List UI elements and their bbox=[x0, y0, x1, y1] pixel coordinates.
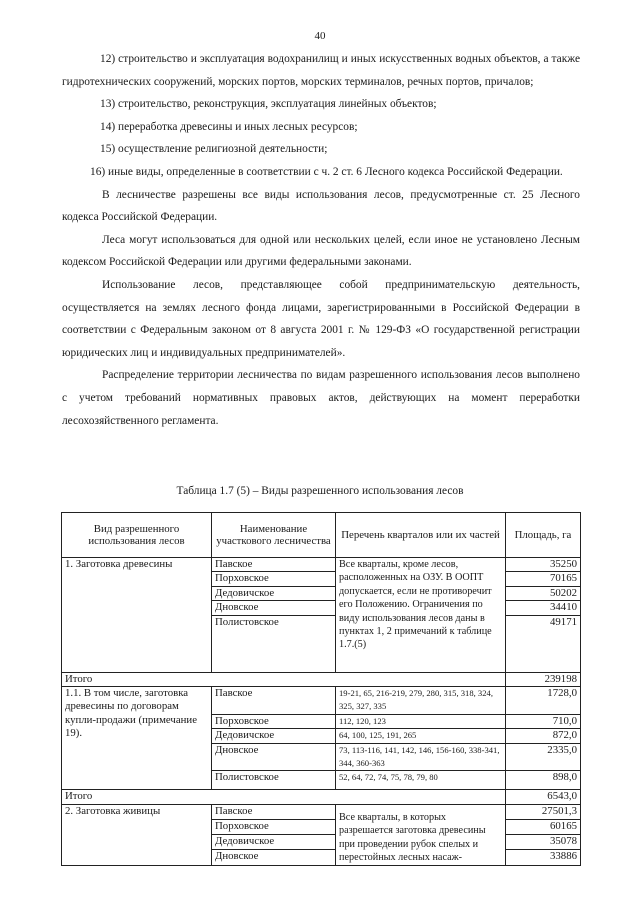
paragraph-item-15: 15) осуществление религиозной деятельности; bbox=[100, 143, 328, 156]
forestry-cell: Дедовичское bbox=[212, 835, 336, 850]
quarters-note-cell: Все кварталы, кроме лесов, расположенных на ОЗУ. В ООПТ допускается, если не противоречит его Положению. Ограничения по виду использования лесов даны в пунктах 1, 2 примечаний к таблице 1.7.(5) bbox=[336, 558, 506, 673]
paragraph-distribution: Распределение территории лесничества по видам разрешенного использования лесов выполнено с учетом требований нормативных правовых актов, действующих на момент переработки лесохозяйственного регламента. bbox=[62, 369, 580, 427]
forestry-cell: Полистовское bbox=[212, 615, 336, 672]
forestry-cell: Полистовское bbox=[212, 771, 336, 790]
forestry-cell: Дновское bbox=[212, 850, 336, 865]
use-type-cell: 1.1. В том числе, заготовка древесины по договорам купли-продажи (примечание 19). bbox=[62, 687, 212, 790]
quarters-cell: 64, 100, 125, 191, 265 bbox=[336, 729, 506, 743]
paragraph-item-13: 13) строительство, реконструкция, эксплуатация линейных объектов; bbox=[100, 98, 437, 111]
quarters-cell: 19-21, 65, 216-219, 279, 280, 315, 318, 324, 325, 327, 335 bbox=[336, 687, 506, 715]
use-type-cell: 1. Заготовка древесины bbox=[62, 558, 212, 673]
area-cell: 33886 bbox=[506, 850, 581, 865]
header-quarters: Перечень кварталов или их частей bbox=[336, 513, 506, 558]
area-cell: 27501,3 bbox=[506, 804, 581, 819]
total-value: 239198 bbox=[506, 672, 581, 686]
forestry-cell: Павское bbox=[212, 687, 336, 715]
page-number: 40 bbox=[314, 30, 326, 42]
area-cell: 50202 bbox=[506, 586, 581, 600]
total-label: Итого bbox=[62, 790, 506, 804]
paragraph-item-16: 16) иные виды, определенные в соответствии с ч. 2 ст. 6 Лесного кодекса Российской Федерации. bbox=[90, 165, 563, 178]
forestry-cell: Дновское bbox=[212, 601, 336, 615]
area-cell: 1728,0 bbox=[506, 687, 581, 715]
total-label: Итого bbox=[62, 672, 506, 686]
table-row bbox=[62, 687, 581, 715]
quarters-note-cell: Все кварталы, в которых разрешается заготовка древесины при проведении рубок спелых и перестойных лесных насаж- bbox=[336, 804, 506, 865]
area-cell: 710,0 bbox=[506, 714, 581, 728]
use-type-cell: 2. Заготовка живицы bbox=[62, 804, 212, 865]
quarters-cell: 73, 113-116, 141, 142, 146, 156-160, 338-341, 344, 360-363 bbox=[336, 743, 506, 771]
paragraph-item-14: 14) переработка древесины и иных лесных ресурсов; bbox=[100, 120, 358, 133]
forestry-cell: Дедовичское bbox=[212, 586, 336, 600]
forestry-cell: Порховское bbox=[212, 820, 336, 835]
area-cell: 35250 bbox=[506, 558, 581, 572]
table-row bbox=[62, 804, 581, 819]
forest-use-table bbox=[61, 512, 581, 866]
table-total-row bbox=[62, 790, 581, 804]
header-area: Площадь, га bbox=[506, 513, 581, 558]
forestry-cell: Дедовичское bbox=[212, 729, 336, 743]
header-forestry: Наименование участкового лесничества bbox=[212, 513, 336, 558]
forestry-cell: Павское bbox=[212, 558, 336, 572]
body-text bbox=[62, 48, 580, 432]
header-use-type: Вид разрешенного использования лесов bbox=[62, 513, 212, 558]
table-row bbox=[62, 558, 581, 572]
area-cell: 35078 bbox=[506, 835, 581, 850]
area-cell: 2335,0 bbox=[506, 743, 581, 771]
table-header-row bbox=[62, 513, 581, 558]
table-caption: Таблица 1.7 (5) – Виды разрешенного использования лесов bbox=[176, 485, 464, 497]
quarters-cell: 112, 120, 123 bbox=[336, 714, 506, 728]
area-cell: 872,0 bbox=[506, 729, 581, 743]
area-cell: 70165 bbox=[506, 572, 581, 586]
forestry-cell: Порховское bbox=[212, 714, 336, 728]
quarters-cell: 52, 64, 72, 74, 75, 78, 79, 80 bbox=[336, 771, 506, 790]
paragraph-item-12: 12) строительство и эксплуатация водохранилищ и иных искусственных водных объектов, а также гидротехнических сооружений, морских портов, морских терминалов, речных портов, причалов; bbox=[62, 53, 580, 88]
forestry-cell: Дновское bbox=[212, 743, 336, 771]
forestry-cell: Порховское bbox=[212, 572, 336, 586]
paragraph-business-use: Использование лесов, представляющее собой предпринимательскую деятельность, осуществляется на землях лесного фонда лицами, зарегистрированными в Российской Федерации в соответствии с Федеральным законом от 8 августа 2001 г. № 129-ФЗ «О государственной регистрации юридических лиц и индивидуальных предпринимателей». bbox=[62, 278, 580, 359]
forestry-cell: Павское bbox=[212, 804, 336, 819]
area-cell: 60165 bbox=[506, 820, 581, 835]
table-total-row bbox=[62, 672, 581, 686]
area-cell: 49171 bbox=[506, 615, 581, 672]
paragraph-purposes: Леса могут использоваться для одной или нескольких целей, если иное не установлено Лесным кодексом Российской Федерации или другими федеральными законами. bbox=[62, 233, 580, 269]
area-cell: 898,0 bbox=[506, 771, 581, 790]
paragraph-allowed-uses: В лесничестве разрешены все виды использования лесов, предусмотренные ст. 25 Лесного кодекса Российской Федерации. bbox=[62, 188, 580, 224]
area-cell: 34410 bbox=[506, 601, 581, 615]
total-value: 6543,0 bbox=[506, 790, 581, 804]
